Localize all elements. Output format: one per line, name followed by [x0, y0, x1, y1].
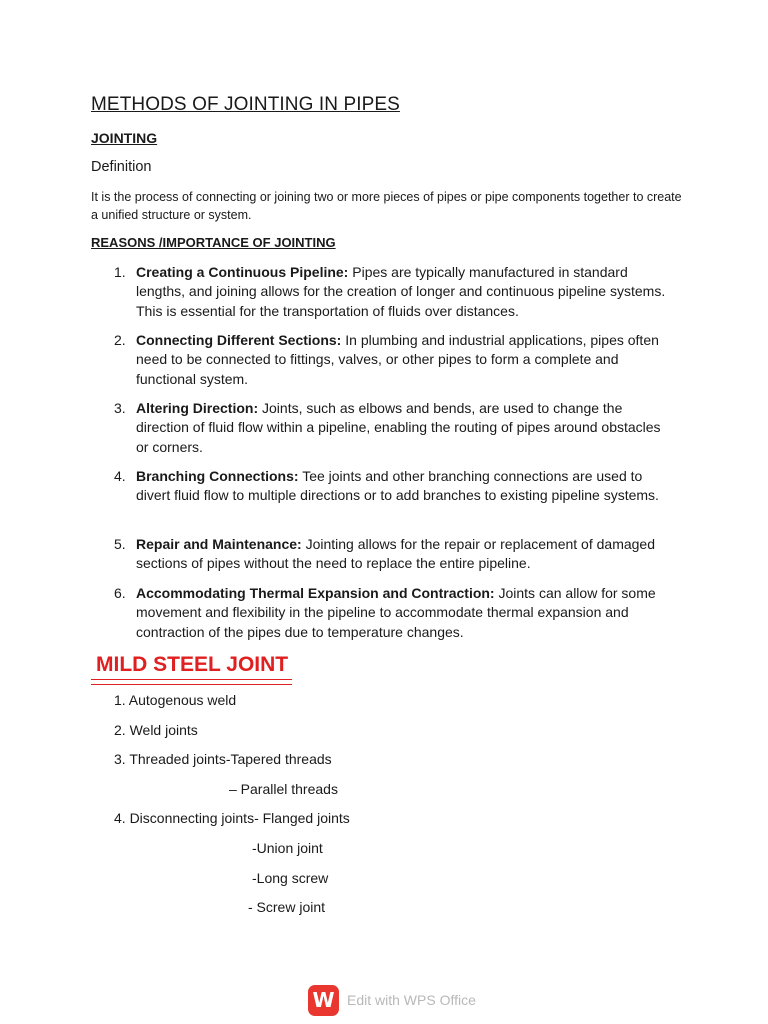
list-item: -Union joint: [252, 840, 323, 856]
mild-steel-heading: MILD STEEL JOINT: [96, 653, 289, 676]
reasons-heading: REASONS /IMPORTANCE OF JOINTING: [91, 235, 336, 250]
page-title: METHODS OF JOINTING IN PIPES: [91, 94, 400, 115]
jointing-heading: JOINTING: [91, 130, 158, 146]
reason-lead: Connecting Different Sections:: [136, 332, 342, 348]
wps-edit-label: Edit with WPS Office: [347, 992, 476, 1008]
list-number: 2.: [114, 332, 126, 348]
list-item: [114, 467, 674, 506]
list-item: 4. Disconnecting joints- Flanged joints: [114, 810, 350, 826]
reason-lead: Branching Connections:: [136, 468, 299, 484]
list-item: [114, 263, 674, 321]
reason-lead: Creating a Continuous Pipeline:: [136, 264, 349, 280]
heading-double-underline-bottom: [91, 684, 292, 685]
reason-lead: Accommodating Thermal Expansion and Contraction:: [136, 585, 495, 601]
reason-lead: Altering Direction:: [136, 400, 259, 416]
definition-label: Definition: [91, 159, 152, 175]
wps-edit-badge[interactable]: [308, 984, 476, 1016]
list-number: 4.: [114, 468, 126, 484]
list-number: 6.: [114, 585, 126, 601]
reason-text: In plumbing and industrial applications, pipes often need to be connected to fittings, valves, or other pipes to form a complete and functional system.: [136, 332, 659, 387]
wps-logo-icon: W: [308, 985, 339, 1016]
list-number: 1.: [114, 264, 126, 280]
list-number: 5.: [114, 536, 126, 552]
list-item: [114, 584, 674, 642]
list-item: [114, 331, 674, 389]
reason-text: Joints, such as elbows and bends, are used to change the direction of fluid flow within a pipeline, enabling the routing of pipes around obstacles or corners.: [136, 400, 661, 455]
reason-text: Pipes are typically manufactured in standard lengths, and joining allows for the creation of longer and continuous pipeline systems. This is essential for the transportation of fluids over distances.: [136, 264, 666, 319]
heading-double-underline-top: [91, 679, 292, 680]
reason-lead: Repair and Maintenance:: [136, 536, 302, 552]
list-number: 3.: [114, 400, 126, 416]
list-item: 1. Autogenous weld: [114, 692, 237, 708]
definition-text: It is the process of connecting or joining two or more pieces of pipes or pipe components together to create a unified structure or system.: [91, 190, 682, 222]
reason-text: Tee joints and other branching connections are used to divert fluid flow to multiple directions or to add branches to existing pipeline systems.: [136, 468, 659, 504]
list-item: - Screw joint: [248, 899, 326, 915]
list-item: -Long screw: [252, 870, 329, 886]
list-item: 2. Weld joints: [114, 722, 198, 738]
reason-text: Joints can allow for some movement and flexibility in the pipeline to accommodate thermal expansion and contraction of the pipes due to temperature changes.: [136, 585, 656, 640]
list-item: [114, 535, 674, 574]
list-item: [114, 399, 674, 457]
reason-text: Jointing allows for the repair or replacement of damaged sections of pipes without the need to replace the entire pipeline.: [136, 536, 656, 572]
list-item: 3. Threaded joints-Tapered threads: [114, 751, 332, 767]
list-item: – Parallel threads: [229, 781, 338, 797]
